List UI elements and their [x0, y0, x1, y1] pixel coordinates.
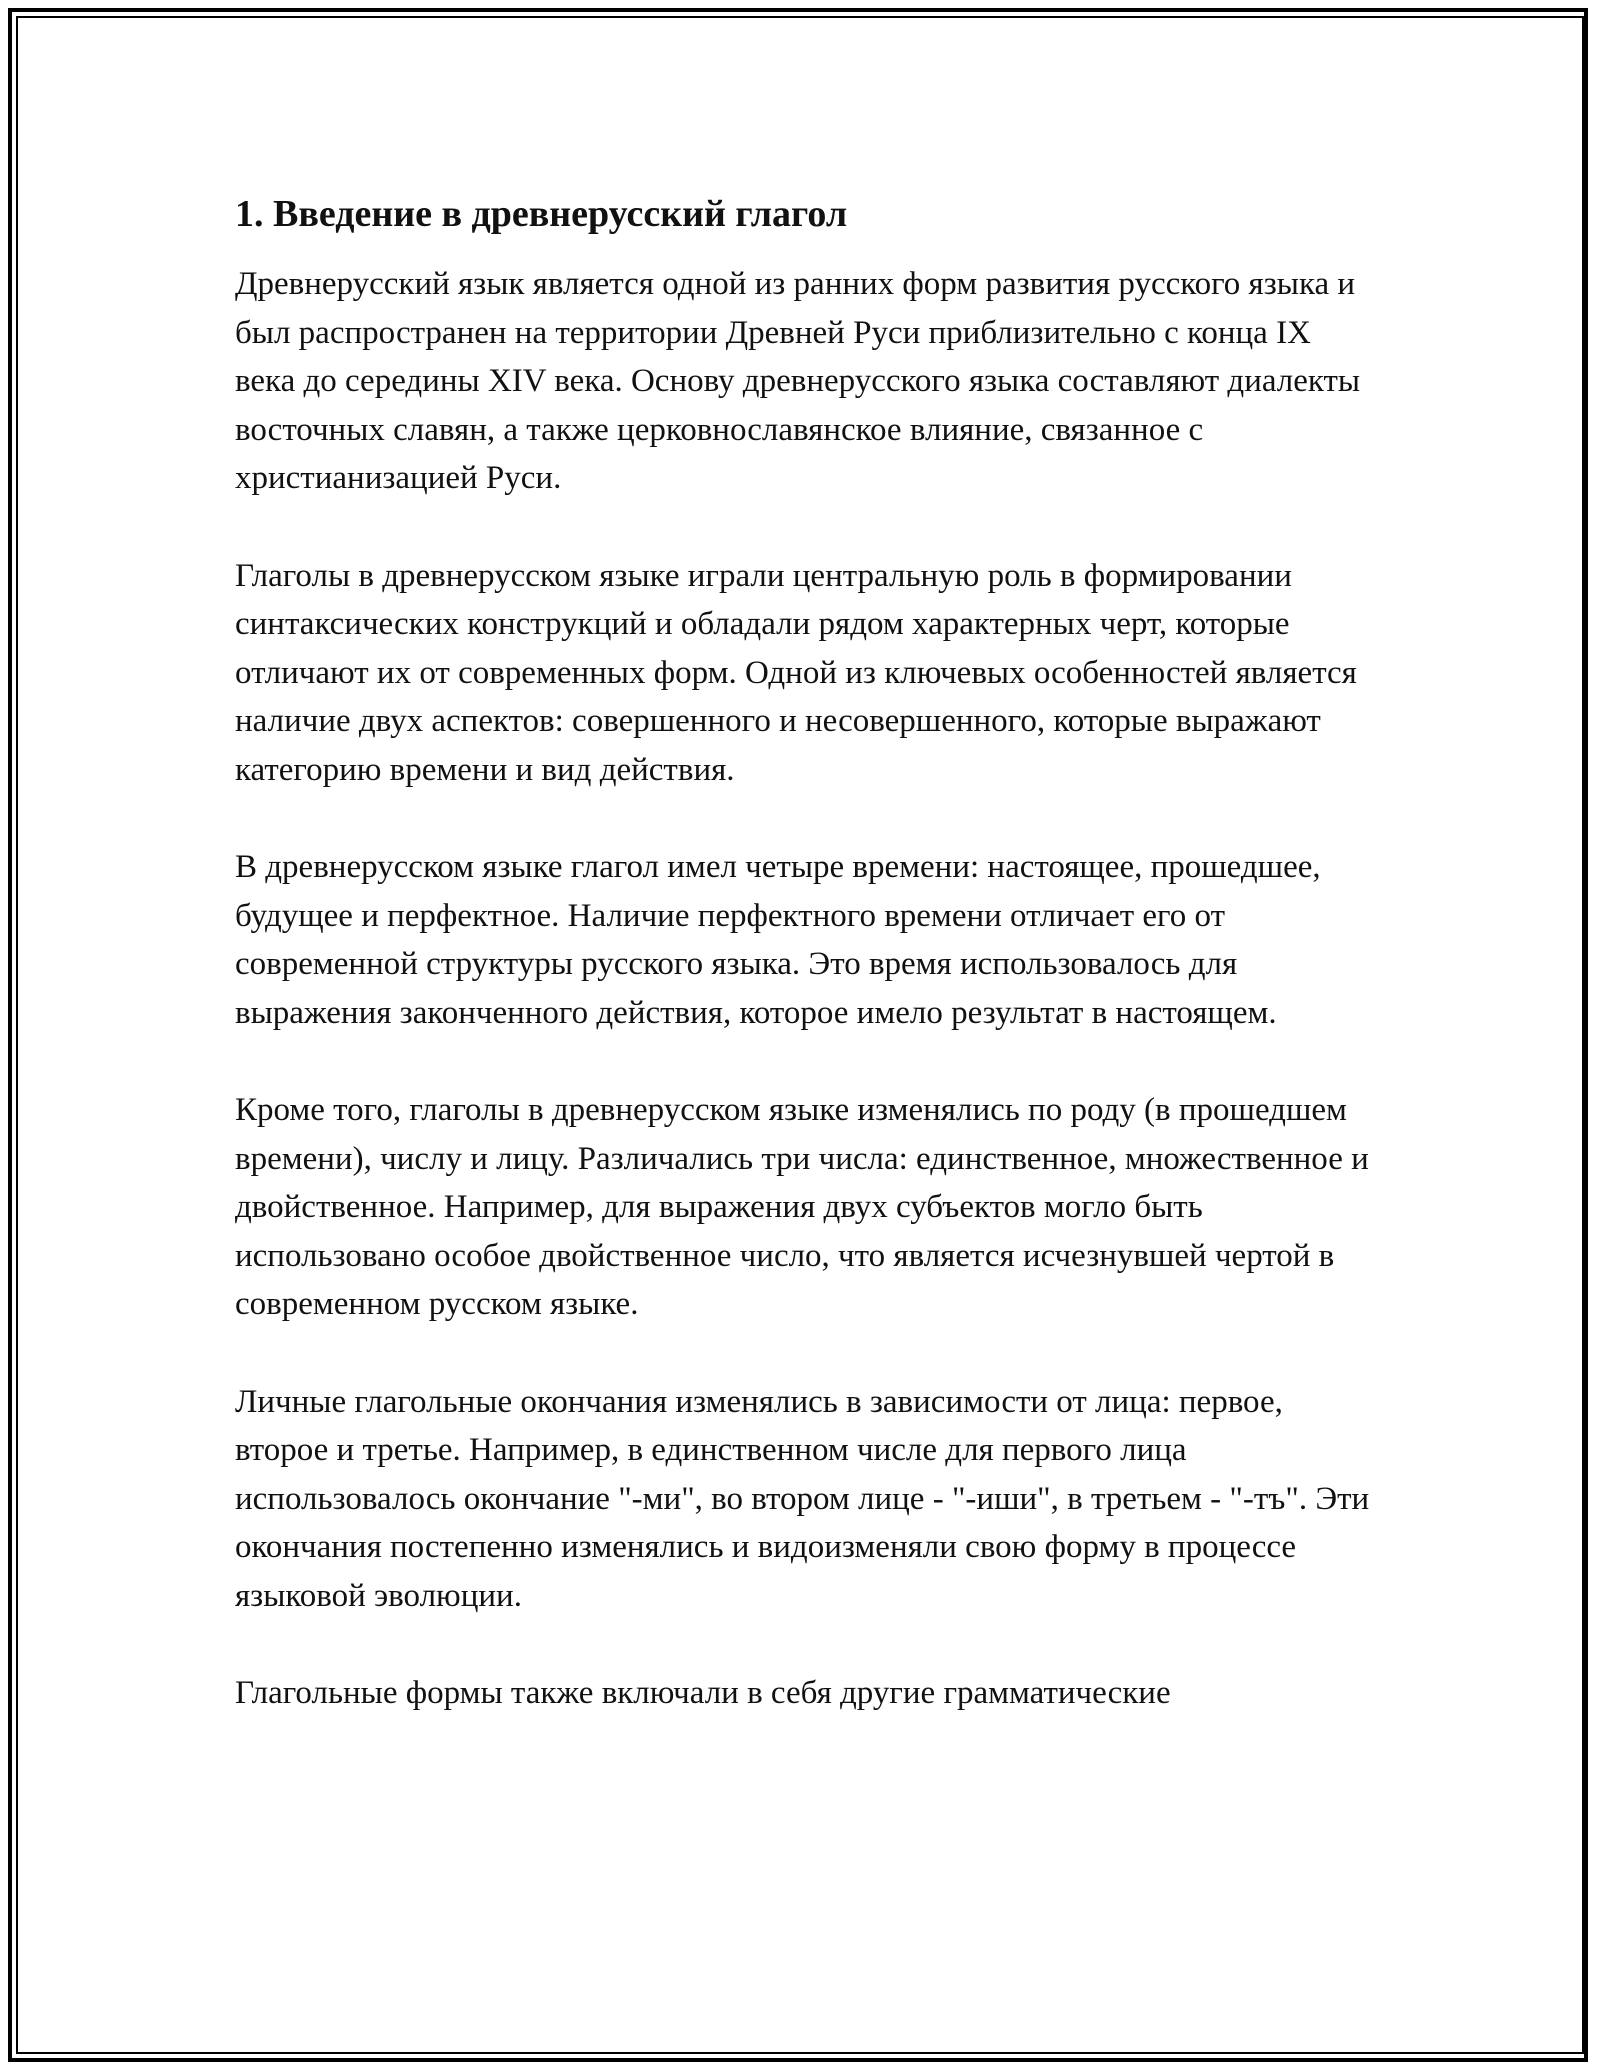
- paragraph-verbs-role: Глаголы в древнерусском языке играли центральную роль в формировании синтаксических конструкций и обладали рядом характерных черт, которые отличают их от современных форм. Одной из ключевых особенностей является наличие двух аспектов: совершенного и несовершенного, которые выражают категорию времени и вид действия.: [235, 557, 1357, 788]
- paragraph-personal-endings: Личные глагольные окончания изменялись в зависимости от лица: первое, второе и третье. Например, в единственном числе для первого лица использовалось окончание "-ми", во втором лице - "-иши", в третьем - "-тъ". Эти окончания постепенно изменялись и видоизменяли свою форму в процессе языковой эволюции.: [235, 1383, 1370, 1614]
- paragraph-gender-number: Кроме того, глаголы в древнерусском языке изменялись по роду (в прошедшем времени), числу и лицу. Различались три числа: единственное, множественное и двойственное. Например, для выражения двух субъектов могло быть использовано особое двойственное число, что является исчезнувшей чертой в современном русском языке.: [235, 1092, 1369, 1322]
- section-heading: 1. Введение в древнерусский глагол: [235, 193, 848, 235]
- paragraph-tenses: В древнерусском языке глагол имел четыре времени: настоящее, прошедшее, будущее и перфектное. Наличие перфектного времени отличает его от современной структуры русского языка. Это время использовалось для выражения законченного действия, которое имело результат в настоящем.: [235, 849, 1321, 1031]
- document-body: [235, 190, 1370, 1767]
- paragraph-other-forms: Глагольные формы также включали в себя другие грамматические: [235, 1675, 1171, 1711]
- paragraph-intro: Древнерусский язык является одной из ранних форм развития русского языка и был распространен на территории Древней Руси приблизительно с конца IX века до середины XIV века. Основу древнерусского языка составляют диалекты восточных славян, а также церковнославянское влияние, связанное с христианизацией Руси.: [235, 266, 1361, 496]
